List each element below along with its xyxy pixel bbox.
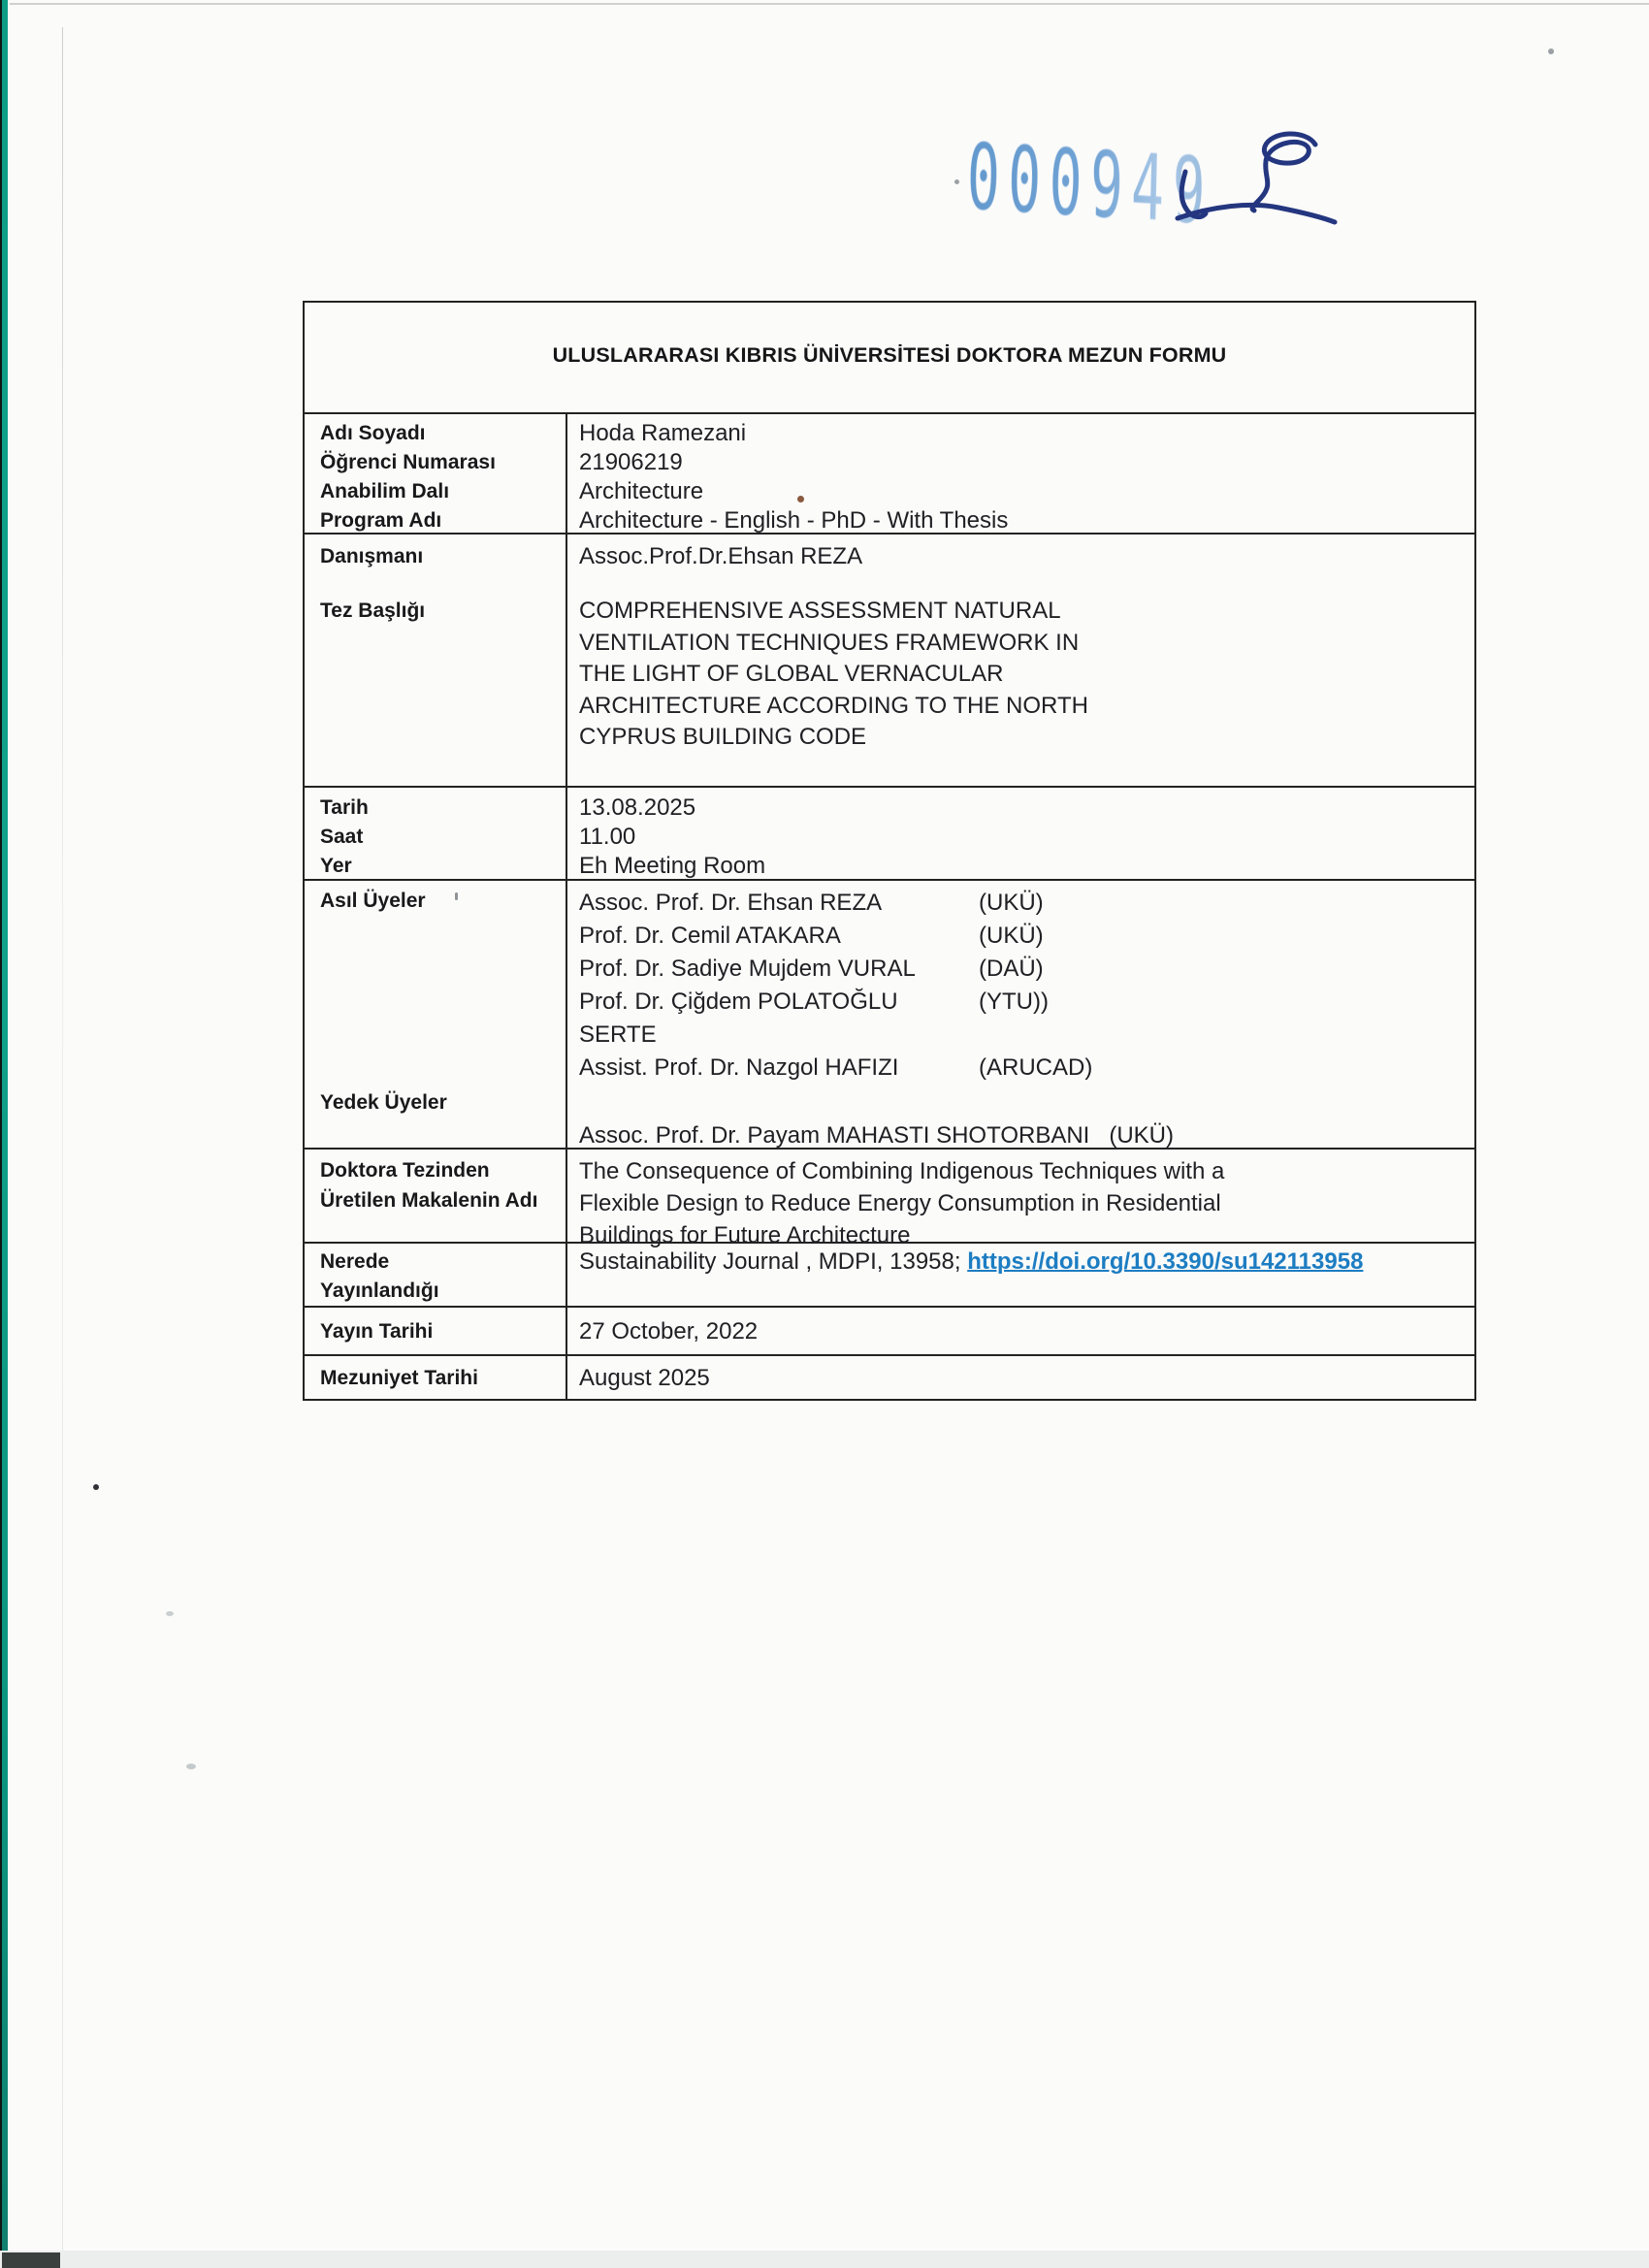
member-affiliation: (ARUCAD) (979, 1054, 1093, 1081)
member-name: Assist. Prof. Dr. Nazgol HAFIZI (579, 1054, 899, 1081)
form-title: ULUSLARARASI KIBRIS ÜNİVERSİTESİ DOKTORA MEZUN FORMU (552, 343, 1227, 367)
value-student-number: 21906219 (579, 449, 683, 475)
scan-bottom-corner-block (2, 2252, 60, 2268)
scan-bottom-band (0, 2251, 1649, 2268)
label-student-number: Öğrenci Numarası (320, 451, 496, 473)
publication-date-row (305, 1306, 1474, 1354)
member-name: Assoc. Prof. Dr. Payam MAHASTI SHOTORBANI (579, 1122, 1090, 1149)
value-place: Eh Meeting Room (579, 853, 766, 879)
scan-speck (954, 179, 959, 184)
member-affiliation: (UKÜ) (1109, 1122, 1174, 1149)
member-affiliation: (UKÜ) (979, 890, 1044, 916)
thesis-title (579, 596, 1474, 754)
label-substitute-members: Yedek Üyeler (320, 1091, 447, 1114)
committee-member (579, 953, 1474, 986)
scan-speck (93, 1484, 99, 1490)
thesis-title-line: THE LIGHT OF GLOBAL VERNACULAR (579, 661, 1004, 687)
value-graduation-date: August 2025 (579, 1365, 710, 1391)
label-article-title-line: Üretilen Makalenin Adı (320, 1189, 538, 1212)
thesis-title-line: COMPREHENSIVE ASSESSMENT NATURAL (579, 598, 1061, 624)
thesis-title-line: VENTILATION TECHNIQUES FRAMEWORK IN (579, 629, 1080, 656)
student-info-row (305, 412, 1474, 533)
signature-ink (1152, 122, 1346, 231)
label-published-line: Yayınlandığı (320, 1280, 439, 1302)
label-published-line: Nerede (320, 1250, 390, 1273)
label-thesis-title: Tez Başlığı (320, 599, 426, 622)
value-full-name: Hoda Ramezani (579, 420, 747, 446)
label-place: Yer (320, 855, 352, 877)
label-article-title-line: Doktora Tezinden (320, 1159, 490, 1182)
label-advisor: Danışmanı (320, 545, 424, 567)
label-date: Tarih (320, 796, 369, 819)
advisor-thesis-row (305, 533, 1474, 786)
committee-member (579, 887, 1474, 920)
article-title-line: The Consequence of Combining Indigenous Techniques with a (579, 1158, 1225, 1184)
label-principal-members: Asıl Üyeler (320, 890, 426, 912)
scan-speck (166, 1611, 174, 1616)
value-publication-date: 27 October, 2022 (579, 1318, 759, 1345)
thesis-title-line: ARCHITECTURE ACCORDING TO THE NORTH (579, 692, 1088, 719)
scan-speck (186, 1764, 196, 1769)
scan-speck (1548, 49, 1554, 54)
member-affiliation: (YTU)) (979, 988, 1049, 1015)
value-department: Architecture (579, 478, 704, 504)
paper-edge-line (62, 27, 63, 2268)
graduation-date-row (305, 1354, 1474, 1399)
schedule-row (305, 786, 1474, 879)
label-full-name: Adı Soyadı (320, 422, 426, 444)
label-time: Saat (320, 826, 364, 848)
member-affiliation: (DAÜ) (979, 956, 1044, 982)
value-time: 11.00 (579, 824, 636, 850)
scan-edge-top-line (10, 3, 1649, 5)
member-name: Assoc. Prof. Dr. Ehsan REZA (579, 890, 883, 916)
scan-edge-teal (2, 0, 8, 2268)
journal-info: Sustainability Journal , MDPI, 13958; (579, 1248, 961, 1275)
article-row (305, 1148, 1474, 1248)
published-value (579, 1247, 1474, 1277)
article-title-line: Buildings for Future Architecture (579, 1222, 911, 1248)
committee-member (579, 986, 1474, 1052)
stamp-number: 000949 (965, 124, 1215, 246)
published-row (305, 1242, 1474, 1306)
value-advisor: Assoc.Prof.Dr.Ehsan REZA (579, 543, 863, 569)
form-header-row (305, 303, 1474, 412)
thesis-title-line: CYPRUS BUILDING CODE (579, 724, 867, 750)
member-name: Prof. Dr. Çiğdem POLATOĞLU SERTE (579, 988, 898, 1048)
value-program: Architecture - English - PhD - With Thesis (579, 507, 1009, 534)
committee-row (305, 879, 1474, 1148)
member-name: Prof. Dr. Cemil ATAKARA (579, 923, 841, 949)
member-name: Prof. Dr. Sadiye Mujdem VURAL (579, 956, 916, 982)
doi-link[interactable]: https://doi.org/10.3390/su142113958 (967, 1248, 1364, 1275)
committee-member (579, 1052, 1474, 1085)
label-program: Program Adı (320, 509, 442, 532)
label-graduation-date: Mezuniyet Tarihi (320, 1367, 478, 1389)
value-date: 13.08.2025 (579, 794, 696, 821)
article-title-line: Flexible Design to Reduce Energy Consumption in Residential (579, 1190, 1221, 1216)
graduation-form-table (303, 301, 1476, 1401)
substitute-member (579, 1119, 1474, 1152)
label-publication-date: Yayın Tarihi (320, 1320, 434, 1343)
committee-member (579, 920, 1474, 953)
member-affiliation: (UKÜ) (979, 923, 1044, 949)
label-department: Anabilim Dalı (320, 480, 450, 502)
